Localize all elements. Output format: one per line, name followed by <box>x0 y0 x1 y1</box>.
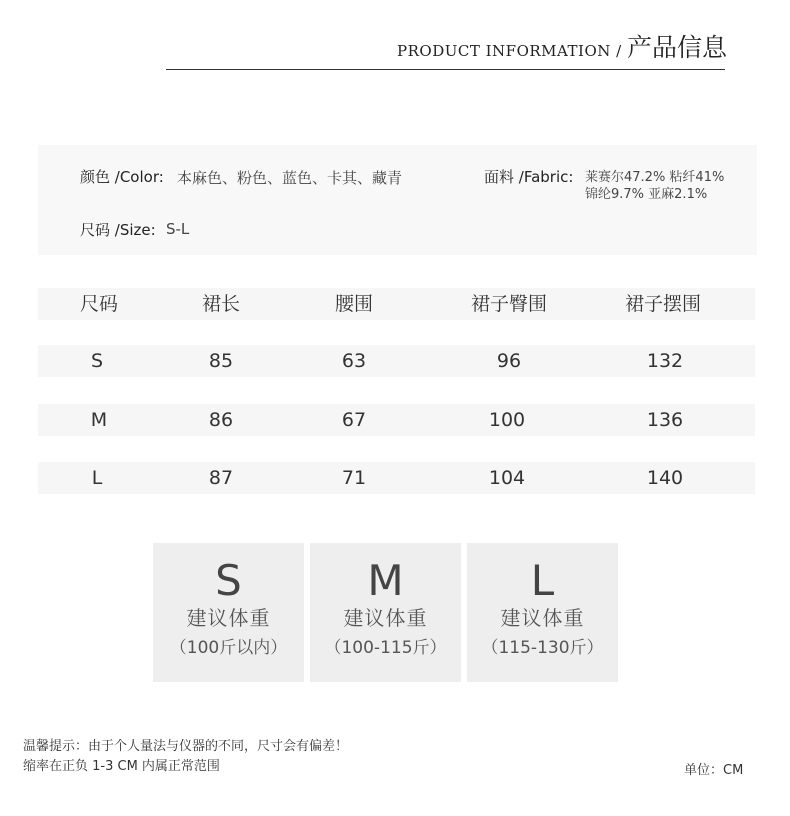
table-header-cell: 尺码 <box>79 293 119 315</box>
table-cell: 71 <box>341 467 367 489</box>
fabric-value-line: 莱赛尔47.2% 粘纤41% <box>585 170 725 185</box>
weight-card-range: （115-130斤） <box>481 638 604 658</box>
unit-label: 单位：CM <box>684 763 744 778</box>
table-cell: 96 <box>496 350 522 372</box>
table-cell: 100 <box>488 409 526 431</box>
table-header-cell: 腰围 <box>334 293 374 315</box>
table-cell: 85 <box>208 350 234 372</box>
table-row <box>38 345 755 377</box>
size-label: 尺码 /Size: <box>80 221 156 239</box>
table-cell: 86 <box>208 409 234 431</box>
size-value: S-L <box>166 220 190 238</box>
table-cell: M <box>90 409 108 431</box>
weight-card-title: 建议体重 <box>186 606 271 630</box>
fabric-label: 面料 /Fabric: <box>484 168 574 186</box>
table-cell: 140 <box>646 467 684 489</box>
product-info-panel <box>38 145 757 255</box>
table-header-row <box>38 288 755 320</box>
header-divider <box>166 69 725 70</box>
table-row <box>38 404 755 436</box>
fabric-value-line: 锦纶9.7% 亚麻2.1% <box>585 187 708 202</box>
care-note: 温馨提示：由于个人量法与仪器的不同，尺寸会有偏差！ <box>23 739 349 754</box>
table-row <box>38 462 755 494</box>
tolerance-note: 缩率在正负 1-3 CM 内属正常范围 <box>23 759 220 774</box>
page-title-chinese: 产品信息 <box>626 33 727 62</box>
table-header-cell: 裙长 <box>201 293 241 315</box>
table-cell: 67 <box>341 409 367 431</box>
table-cell: 104 <box>488 467 526 489</box>
color-value: 本麻色、粉色、蓝色、卡其、藏青 <box>177 169 403 187</box>
weight-card-title: 建议体重 <box>343 606 428 630</box>
weight-card-l <box>467 543 618 682</box>
fabric-value <box>585 169 724 203</box>
table-header-cell: 裙子摆围 <box>624 293 702 315</box>
weight-card-title: 建议体重 <box>500 606 585 630</box>
table-cell: S <box>90 350 104 372</box>
table-cell: L <box>91 467 103 489</box>
weight-card-range: （100-115斤） <box>324 638 447 658</box>
page-title <box>0 28 727 64</box>
weight-card-size: S <box>215 556 242 605</box>
table-cell: 136 <box>646 409 684 431</box>
weight-card-m <box>310 543 461 682</box>
weight-card-s <box>153 543 304 682</box>
table-cell: 87 <box>208 467 234 489</box>
weight-card-range: （100斤以内） <box>169 638 288 658</box>
page-title-english: PRODUCT INFORMATION / <box>397 42 627 60</box>
table-header-cell: 裙子臀围 <box>470 293 548 315</box>
color-label: 颜色 /Color: <box>80 168 164 186</box>
weight-card-size: L <box>530 556 555 605</box>
weight-card-size: M <box>367 556 404 605</box>
table-cell: 63 <box>341 350 367 372</box>
table-cell: 132 <box>646 350 684 372</box>
